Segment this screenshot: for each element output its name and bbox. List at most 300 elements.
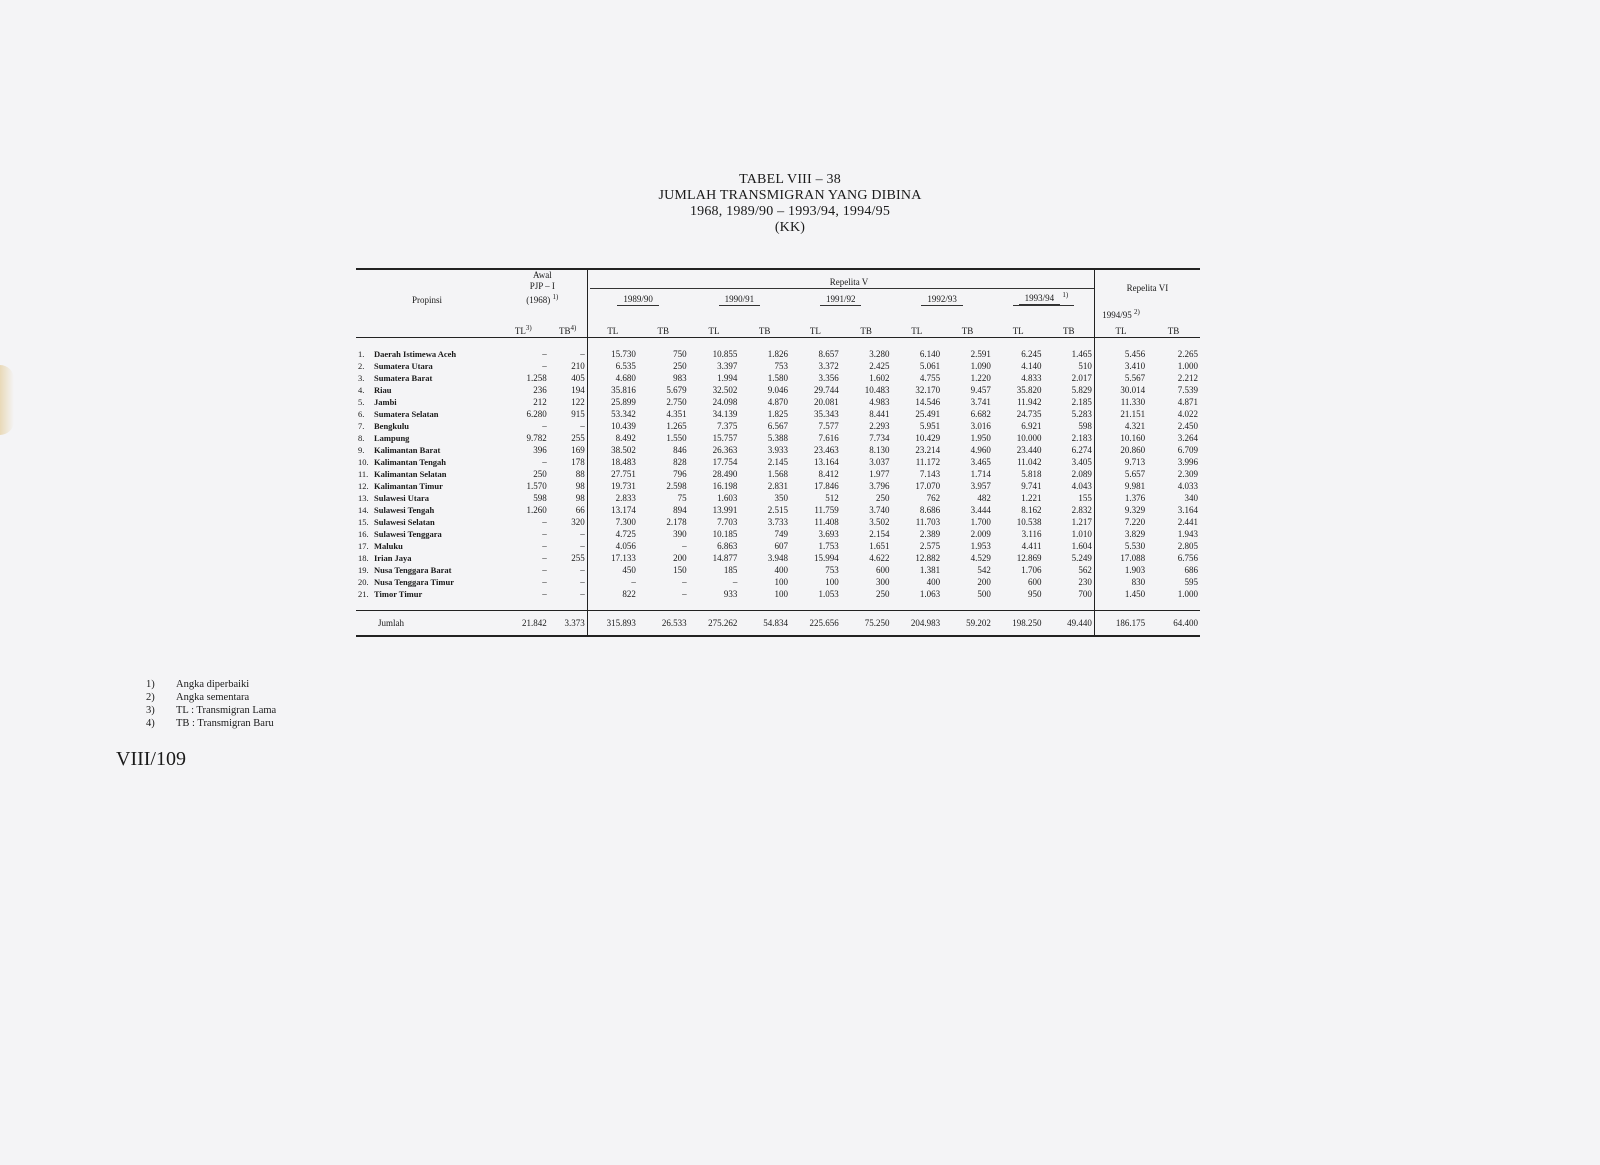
pjp-label: PJP – I <box>529 281 555 291</box>
value-cell: 2.017 <box>1071 373 1092 383</box>
value-cell: – <box>732 577 738 587</box>
value-cell: 6.921 <box>1021 421 1042 431</box>
value-cell: 66 <box>575 505 585 515</box>
value-cell: 4.622 <box>869 553 890 563</box>
province-name: Sulawesi Utara <box>374 493 430 503</box>
tl-label: TL <box>514 326 526 336</box>
value-cell: 2.154 <box>869 529 890 539</box>
value-cell: – <box>580 421 585 431</box>
row-number: 19. <box>358 565 369 575</box>
value-cell: 7.539 <box>1177 385 1198 395</box>
table-row <box>356 504 1200 516</box>
value-cell: 830 <box>1094 576 1147 588</box>
value-cell: 4.983 <box>869 397 890 407</box>
value-cell: 8.492 <box>587 432 638 444</box>
value-cell: 983 <box>673 373 687 383</box>
value-cell: 17.070 <box>915 481 941 491</box>
value-cell: 17.754 <box>712 457 738 467</box>
value-cell: 13.164 <box>813 457 839 467</box>
value-cell: 2.178 <box>666 517 687 527</box>
year-1992 <box>891 289 992 306</box>
value-cell: – <box>542 517 547 527</box>
value-cell: – <box>542 349 547 359</box>
total-value-cell: 3.373 <box>549 611 588 637</box>
value-cell: 11.703 <box>915 517 941 527</box>
province-name: Kalimantan Tengah <box>374 457 447 467</box>
value-cell: 6.274 <box>1071 445 1092 455</box>
table-row <box>356 338 1200 361</box>
total-value-cell: 26.533 <box>638 611 689 637</box>
province-cell <box>356 360 498 372</box>
province-cell <box>356 588 498 611</box>
value-cell: 32.502 <box>712 385 738 395</box>
value-cell: 3.164 <box>1177 505 1198 515</box>
row-number: 4. <box>358 385 365 395</box>
year-1991-label: 1991/92 <box>820 293 862 306</box>
header-awal-pjp <box>498 269 587 306</box>
province-name: Lampung <box>374 433 410 443</box>
year-1994-label <box>1097 306 1145 321</box>
value-cell: 200 <box>673 553 687 563</box>
value-cell: 1.000 <box>1177 589 1198 599</box>
year-1993-footnote-ref: 1) <box>1062 291 1069 299</box>
value-cell: 1.220 <box>970 373 991 383</box>
value-cell: 1.090 <box>970 361 991 371</box>
total-value-cell: 275.262 <box>689 611 740 637</box>
value-cell: 200 <box>977 577 991 587</box>
value-cell: 4.351 <box>666 409 687 419</box>
table-row <box>356 540 1200 552</box>
province-cell <box>356 432 498 444</box>
value-cell: 828 <box>673 457 687 467</box>
value-cell: – <box>580 577 585 587</box>
province-cell <box>356 396 498 408</box>
value-cell: 6.756 <box>1177 553 1198 563</box>
value-cell: 1.465 <box>1071 349 1092 359</box>
row-number: 14. <box>358 505 369 515</box>
table-row <box>356 552 1200 564</box>
value-cell: 1.010 <box>1071 529 1092 539</box>
value-cell: 500 <box>977 589 991 599</box>
value-cell: 8.130 <box>869 445 890 455</box>
year-1991 <box>790 289 891 306</box>
value-cell: 34.139 <box>712 409 738 419</box>
value-cell: 607 <box>774 541 789 551</box>
total-value-cell: 54.834 <box>739 611 790 637</box>
value-cell: 23.214 <box>915 445 941 455</box>
value-cell: – <box>542 577 547 587</box>
value-cell: 5.456 <box>1094 338 1147 361</box>
year-1992-label: 1992/93 <box>921 293 963 306</box>
table-header <box>356 269 1200 338</box>
table-unit: (KK) <box>774 220 806 235</box>
value-cell: 230 <box>1078 577 1092 587</box>
header-tb: TB <box>1044 306 1095 338</box>
value-cell: 400 <box>926 577 941 587</box>
value-cell: 3.796 <box>869 481 890 491</box>
province-cell <box>356 540 498 552</box>
value-cell: 1.570 <box>526 481 547 491</box>
value-cell: 4.725 <box>587 528 638 540</box>
value-cell: 122 <box>571 397 585 407</box>
value-cell: 11.330 <box>1094 396 1147 408</box>
province-name: Sumatera Barat <box>374 373 433 383</box>
value-cell: 9.713 <box>1094 456 1147 468</box>
value-cell: 3.116 <box>1021 529 1042 539</box>
value-cell: 1.265 <box>666 421 687 431</box>
value-cell: – <box>682 589 687 599</box>
value-cell: 5.818 <box>1021 469 1042 479</box>
value-cell: 1.258 <box>526 373 547 383</box>
value-cell: 2.591 <box>970 349 991 359</box>
year-1994-text: 1994/95 <box>1102 310 1132 320</box>
value-cell: 2.441 <box>1177 517 1198 527</box>
value-cell: 450 <box>587 564 638 576</box>
header-propinsi: Propinsi <box>356 269 498 306</box>
value-cell: 1.994 <box>717 373 738 383</box>
value-cell: 6.245 <box>1021 349 1042 359</box>
value-cell: 753 <box>825 565 839 575</box>
total-value-cell: 225.656 <box>790 611 841 637</box>
header-repelita-v <box>587 269 1094 289</box>
value-cell: 686 <box>1184 565 1198 575</box>
table-row <box>356 456 1200 468</box>
awal-label: Awal <box>533 270 552 280</box>
value-cell: 8.412 <box>818 469 839 479</box>
value-cell: 5.829 <box>1071 385 1092 395</box>
value-cell: 20.860 <box>1094 444 1147 456</box>
footnote-number: 2) <box>146 692 155 703</box>
value-cell: 1.700 <box>970 517 991 527</box>
province-name: Daerah Istimewa Aceh <box>374 349 457 359</box>
province-name: Kalimantan Barat <box>374 445 441 455</box>
total-value-cell: 75.250 <box>841 611 892 637</box>
value-cell: 19.731 <box>587 480 638 492</box>
value-cell: 3.264 <box>1177 433 1198 443</box>
value-cell: 598 <box>1078 421 1092 431</box>
value-cell: 9.457 <box>970 385 991 395</box>
value-cell: 320 <box>571 517 585 527</box>
value-cell: 1.950 <box>970 433 991 443</box>
value-cell: 98 <box>575 493 585 503</box>
transmigrant-table <box>356 268 1200 637</box>
footnote <box>146 691 276 704</box>
value-cell: 3.502 <box>869 517 890 527</box>
value-cell: 3.405 <box>1071 457 1092 467</box>
province-name: Sumatera Utara <box>374 361 433 371</box>
header-tl: TL <box>891 306 942 338</box>
province-cell <box>356 384 498 396</box>
value-cell: 23.463 <box>813 445 839 455</box>
value-cell: 3.741 <box>970 397 991 407</box>
year-1989-label: 1989/90 <box>617 293 659 306</box>
province-cell <box>356 408 498 420</box>
value-cell: 3.996 <box>1177 457 1198 467</box>
province-name: Sumatera Selatan <box>374 409 439 419</box>
value-cell: 255 <box>571 553 585 563</box>
value-cell: 35.820 <box>1016 385 1042 395</box>
value-cell: 1.053 <box>818 589 839 599</box>
year-1993-label <box>1013 289 1075 306</box>
value-cell: 15.757 <box>712 433 738 443</box>
awal-footnote-ref: 1) <box>552 293 559 301</box>
value-cell: 13.174 <box>587 504 638 516</box>
footnote-number: 4) <box>146 718 155 729</box>
row-number: 11. <box>358 469 369 479</box>
year-1994-footnote-ref: 2) <box>1133 308 1140 316</box>
value-cell: 15.994 <box>813 553 839 563</box>
value-cell: 10.185 <box>712 529 738 539</box>
value-cell: – <box>587 576 638 588</box>
province-name: Irian Jaya <box>374 553 412 563</box>
province-cell <box>356 492 498 504</box>
province-cell <box>356 420 498 432</box>
value-cell: 6.280 <box>526 409 547 419</box>
value-cell: 16.198 <box>712 481 738 491</box>
value-cell: 4.870 <box>767 397 789 407</box>
value-cell: 6.140 <box>919 349 941 359</box>
value-cell: 1.376 <box>1094 492 1147 504</box>
value-cell: 6.567 <box>767 421 789 431</box>
value-cell: 1.602 <box>869 373 890 383</box>
value-cell: 100 <box>774 577 789 587</box>
value-cell: 894 <box>673 505 687 515</box>
value-cell: 595 <box>1184 577 1198 587</box>
footnote-text: Angka sementara <box>176 692 250 703</box>
row-number: 16. <box>358 529 369 539</box>
table-row <box>356 444 1200 456</box>
value-cell: 2.515 <box>767 505 789 515</box>
header-tb: TB <box>638 306 689 338</box>
year-1989 <box>587 289 688 306</box>
value-cell: 1.221 <box>1021 493 1042 503</box>
tl-footnote-ref: 3) <box>525 324 532 332</box>
value-cell: 25.491 <box>915 409 941 419</box>
value-cell: 25.899 <box>587 396 638 408</box>
value-cell: 2.575 <box>919 541 941 551</box>
value-cell: 14.877 <box>712 553 738 563</box>
tb-footnote-ref: 4) <box>570 324 577 332</box>
value-cell: 390 <box>673 529 687 539</box>
value-cell: – <box>580 529 585 539</box>
value-cell: 1.604 <box>1071 541 1092 551</box>
value-cell: 749 <box>774 529 789 539</box>
province-cell <box>356 456 498 468</box>
year-1990 <box>689 289 790 306</box>
row-number: 5. <box>358 397 365 407</box>
value-cell: 1.217 <box>1071 517 1092 527</box>
value-cell: 4.056 <box>587 540 638 552</box>
table-row <box>356 480 1200 492</box>
table-row <box>356 384 1200 396</box>
table-row <box>356 372 1200 384</box>
value-cell: 11.172 <box>915 457 941 467</box>
value-cell: 17.133 <box>587 552 638 564</box>
value-cell: 2.009 <box>970 529 991 539</box>
value-cell: 2.293 <box>869 421 890 431</box>
value-cell: 2.450 <box>1177 421 1198 431</box>
value-cell: – <box>580 589 585 599</box>
value-cell: 1.826 <box>767 349 789 359</box>
table-row <box>356 360 1200 372</box>
value-cell: 3.410 <box>1094 360 1147 372</box>
value-cell: 236 <box>533 385 547 395</box>
table-row <box>356 564 1200 576</box>
province-name: Riau <box>374 385 392 395</box>
table-period: 1968, 1989/90 – 1993/94, 1994/95 <box>689 204 891 219</box>
value-cell: 28.490 <box>712 469 738 479</box>
value-cell: 178 <box>571 457 585 467</box>
table-row <box>356 576 1200 588</box>
row-number: 7. <box>358 421 365 431</box>
value-cell: 2.750 <box>666 397 687 407</box>
value-cell: 512 <box>825 493 839 503</box>
header-blank <box>356 306 498 338</box>
value-cell: – <box>542 361 547 371</box>
value-cell: 3.957 <box>970 481 991 491</box>
value-cell: 3.016 <box>970 421 991 431</box>
value-cell: 3.444 <box>970 505 991 515</box>
value-cell: 7.734 <box>869 433 890 443</box>
province-cell <box>356 528 498 540</box>
total-value-cell: 64.400 <box>1147 611 1200 637</box>
value-cell: 250 <box>533 469 547 479</box>
value-cell: 1.000 <box>1177 361 1198 371</box>
value-cell: 3.356 <box>818 373 839 383</box>
value-cell: 600 <box>1028 577 1042 587</box>
province-cell <box>356 576 498 588</box>
value-cell: 24.098 <box>712 397 738 407</box>
value-cell: 542 <box>977 565 991 575</box>
value-cell: 2.183 <box>1071 433 1092 443</box>
table-row <box>356 528 1200 540</box>
value-cell: 38.502 <box>587 444 638 456</box>
value-cell: 950 <box>1028 589 1042 599</box>
value-cell: 1.580 <box>767 373 789 383</box>
value-cell: 846 <box>673 445 687 455</box>
value-cell: 5.249 <box>1071 553 1092 563</box>
value-cell: 396 <box>533 445 547 455</box>
province-cell <box>356 444 498 456</box>
table-row <box>356 588 1200 611</box>
table-row <box>356 516 1200 528</box>
value-cell: 1.550 <box>666 433 687 443</box>
value-cell: 8.686 <box>919 505 941 515</box>
value-cell: 32.170 <box>915 385 941 395</box>
footnote <box>146 678 276 691</box>
province-name: Nusa Tenggara Timur <box>374 577 454 587</box>
value-cell: 10.538 <box>1016 517 1042 527</box>
value-cell: 3.372 <box>818 361 839 371</box>
value-cell: 9.782 <box>526 433 547 443</box>
value-cell: 2.425 <box>869 361 890 371</box>
value-cell: 3.465 <box>970 457 991 467</box>
value-cell: 1.063 <box>919 589 941 599</box>
value-cell: 5.657 <box>1094 468 1147 480</box>
province-name: Kalimantan Selatan <box>374 469 447 479</box>
tb-label: TB <box>559 326 571 336</box>
value-cell: 1.450 <box>1094 588 1147 611</box>
footnote-number: 3) <box>146 705 155 716</box>
value-cell: 10.160 <box>1094 432 1147 444</box>
province-name: Jambi <box>374 397 397 407</box>
table-row <box>356 420 1200 432</box>
value-cell: 700 <box>1078 589 1092 599</box>
value-cell: 11.942 <box>1017 397 1042 407</box>
value-cell: – <box>542 457 547 467</box>
value-cell: 9.741 <box>1021 481 1042 491</box>
table-title <box>0 172 1580 236</box>
value-cell: 2.389 <box>919 529 941 539</box>
value-cell: – <box>580 349 585 359</box>
row-number: 10. <box>358 457 369 467</box>
value-cell: 11.408 <box>814 517 839 527</box>
footnote-number: 1) <box>146 679 155 690</box>
value-cell: 10.000 <box>1016 433 1042 443</box>
value-cell: 9.046 <box>767 385 789 395</box>
value-cell: – <box>542 553 547 563</box>
total-value-cell: 315.893 <box>587 611 638 637</box>
value-cell: 9.981 <box>1094 480 1147 492</box>
year-1993-text: 1993/94 <box>1019 292 1061 305</box>
tl-label: TL <box>1115 326 1127 336</box>
value-cell: 4.321 <box>1094 420 1147 432</box>
value-cell: – <box>542 421 547 431</box>
value-cell: 30.014 <box>1094 384 1147 396</box>
value-cell: 1.651 <box>869 541 890 551</box>
total-value-cell: 204.983 <box>891 611 942 637</box>
value-cell: – <box>682 577 687 587</box>
header-repelita-vi: Repelita VI <box>1094 269 1200 306</box>
value-cell: 762 <box>926 493 941 503</box>
value-cell: 600 <box>875 565 890 575</box>
row-number: 8. <box>358 433 365 443</box>
value-cell: 24.735 <box>1016 409 1042 419</box>
value-cell: 4.755 <box>919 373 941 383</box>
value-cell: 210 <box>571 361 585 371</box>
value-cell: 4.871 <box>1177 397 1198 407</box>
value-cell: 3.037 <box>869 457 890 467</box>
value-cell: – <box>580 565 585 575</box>
province-name: Sulawesi Selatan <box>374 517 435 527</box>
total-value-cell: 49.440 <box>1044 611 1095 637</box>
value-cell: 53.342 <box>587 408 638 420</box>
province-name: Timor Timur <box>374 589 423 599</box>
row-number: 3. <box>358 373 365 383</box>
value-cell: – <box>542 589 547 599</box>
row-number: 18. <box>358 553 369 563</box>
header-tb-awal <box>549 306 588 338</box>
value-cell: 17.846 <box>813 481 839 491</box>
value-cell: 7.577 <box>818 421 839 431</box>
row-number: 17. <box>358 541 369 551</box>
value-cell: 1.943 <box>1177 529 1198 539</box>
province-cell <box>356 338 498 361</box>
province-name: Sulawesi Tenggara <box>374 529 442 539</box>
page-number: VIII/109 <box>116 748 186 770</box>
value-cell: 10.483 <box>864 385 890 395</box>
value-cell: 250 <box>673 361 687 371</box>
value-cell: 23.440 <box>1016 445 1042 455</box>
value-cell: 7.703 <box>717 517 738 527</box>
value-cell: 7.375 <box>717 421 738 431</box>
value-cell: 27.751 <box>587 468 638 480</box>
value-cell: 340 <box>1184 493 1198 503</box>
value-cell: 753 <box>774 361 789 371</box>
table-row <box>356 432 1200 444</box>
province-cell <box>356 480 498 492</box>
value-cell: 17.088 <box>1094 552 1147 564</box>
